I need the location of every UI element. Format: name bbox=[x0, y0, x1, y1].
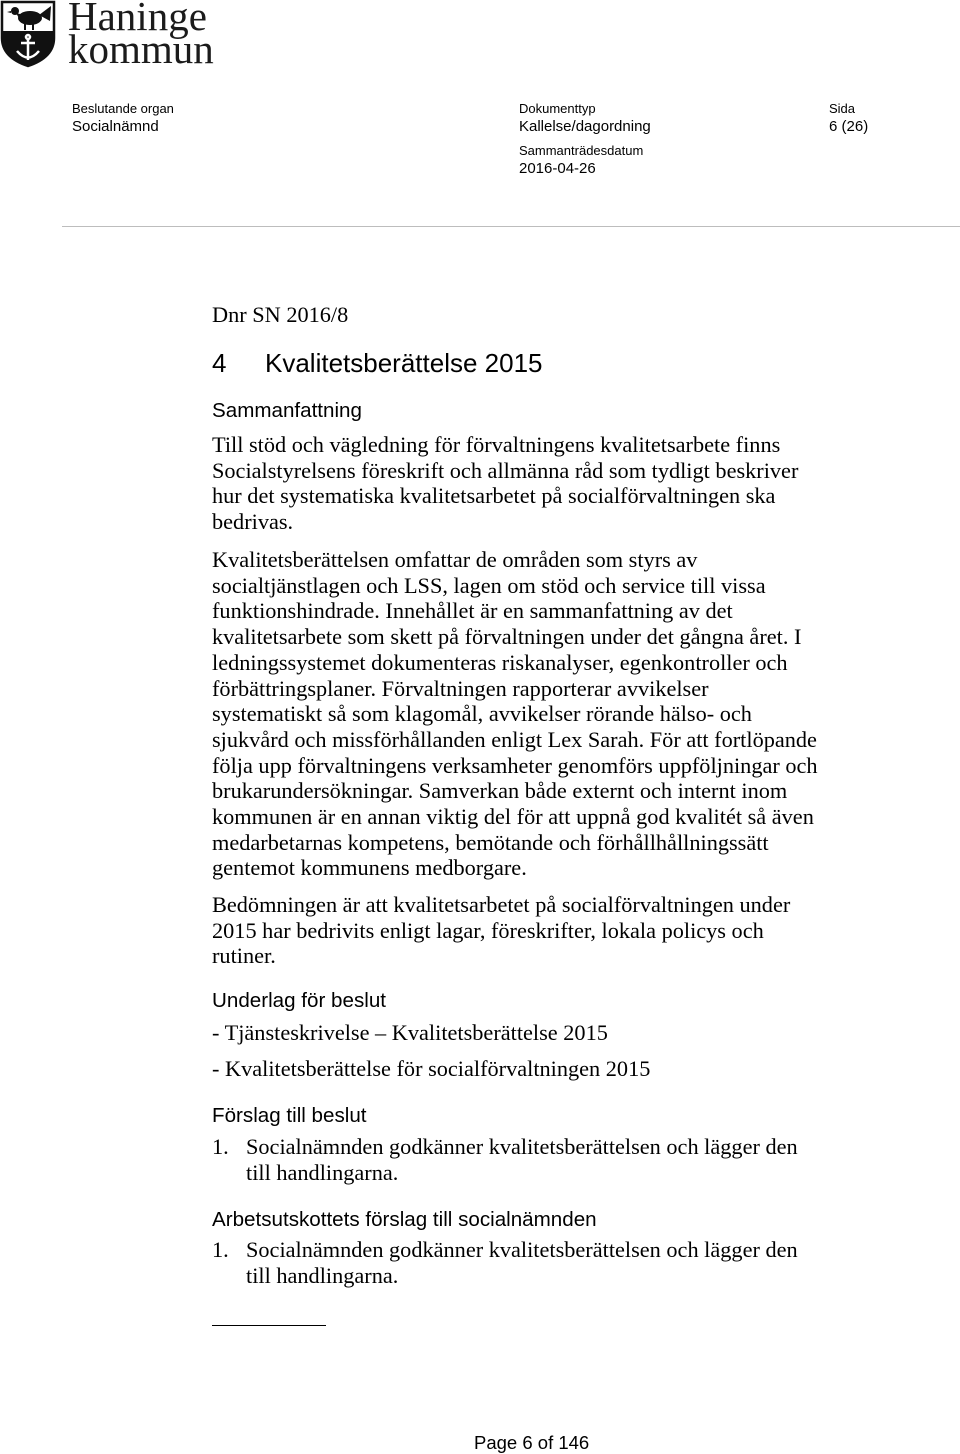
decision-body-value: Socialnämnd bbox=[72, 118, 159, 135]
text-line: brukarundersökningar. Samverkan både externt och internt inom bbox=[212, 778, 788, 804]
item-number: 4 bbox=[212, 348, 227, 378]
document-type-label: Dokumenttyp bbox=[519, 101, 596, 116]
list-number: 1. bbox=[212, 1134, 229, 1159]
document-type-value: Kallelse/dagordning bbox=[519, 118, 651, 135]
text-line: till handlingarna. bbox=[246, 1159, 399, 1185]
text-line: rutiner. bbox=[212, 943, 276, 969]
text-line: följa upp förvaltningens verksamheter genomförs uppföljningar och bbox=[212, 752, 818, 778]
header-divider bbox=[62, 226, 960, 227]
decision-body-label: Beslutande organ bbox=[72, 101, 174, 116]
summary-heading: Sammanfattning bbox=[212, 399, 362, 422]
text-line: sjukvård och missförhållanden enligt Lex Sarah. För att fortlöpande bbox=[212, 726, 817, 752]
text-line: Kvalitetsberättelsen omfattar de områden som styrs av bbox=[212, 547, 698, 572]
meeting-date-value: 2016-04-26 bbox=[519, 160, 596, 177]
text-line: gentemot kommunens medborgare. bbox=[212, 855, 527, 881]
text-line: Socialnämnden godkänner kvalitetsberättelsen och lägger den bbox=[246, 1237, 798, 1262]
page-label: Sida bbox=[829, 101, 856, 116]
summary-paragraph-3 bbox=[212, 892, 790, 969]
summary-paragraph-2 bbox=[212, 547, 818, 881]
text-line: kommunen är en annan viktig del för att uppnå god kvalitét så även bbox=[212, 804, 814, 830]
coat-of-arms-icon bbox=[0, 0, 56, 68]
text-line: kvalitetsarbete som skett på förvaltningen under det gångna året. I bbox=[212, 624, 802, 650]
proposal-list-item bbox=[212, 1134, 798, 1185]
text-line: medarbetarnas kompetens, bemötande och förhållhållningssätt bbox=[212, 829, 769, 855]
basis-item: - Tjänsteskrivelse – Kvalitetsberättelse 2015 bbox=[212, 1020, 608, 1045]
text-line: förbättringsplaner. Förvaltningen rapporterar avvikelser bbox=[212, 675, 709, 701]
section-end-divider bbox=[212, 1325, 326, 1326]
text-line: Socialstyrelsens föreskrift och allmänna råd som tydligt beskriver bbox=[212, 457, 799, 483]
text-line: hur det systematiska kvalitetsarbetet på socialförvaltningen ska bbox=[212, 483, 776, 509]
page-footer: Page 6 of 146 bbox=[474, 1432, 590, 1453]
page-value: 6 (26) bbox=[829, 118, 869, 135]
basis-heading: Underlag för beslut bbox=[212, 989, 387, 1012]
text-line: Socialnämnden godkänner kvalitetsberättelsen och lägger den bbox=[246, 1134, 798, 1159]
list-number: 1. bbox=[212, 1237, 229, 1262]
text-line: Bedömningen är att kvalitetsarbetet på socialförvaltningen under bbox=[212, 892, 791, 917]
meeting-date-label: Sammanträdesdatum bbox=[519, 143, 644, 158]
case-number: Dnr SN 2016/8 bbox=[212, 302, 349, 327]
text-line: socialtjänstlagen och LSS, lagen om stöd och service till vissa bbox=[212, 572, 766, 598]
logo-name-line-1: Haninge bbox=[68, 0, 207, 39]
logo-wordmark bbox=[68, 0, 214, 72]
text-line: bedrivas. bbox=[212, 509, 294, 535]
text-line: funktionshindrade. Innehållet är en sammanfattning av det bbox=[212, 598, 733, 624]
summary-paragraph-1 bbox=[212, 432, 798, 535]
proposal-heading: Förslag till beslut bbox=[212, 1104, 367, 1127]
logo-name-line-2: kommun bbox=[68, 26, 214, 72]
committee-list-item bbox=[212, 1237, 798, 1288]
text-line: ledningssystemet dokumenteras riskanalyser, egenkontroller och bbox=[212, 649, 788, 675]
item-title: Kvalitetsberättelse 2015 bbox=[265, 348, 543, 378]
basis-item: - Kvalitetsberättelse för socialförvaltningen 2015 bbox=[212, 1056, 651, 1081]
text-line: 2015 har bedrivits enligt lagar, föreskrifter, lokala policys och bbox=[212, 917, 764, 943]
text-line: till handlingarna. bbox=[246, 1262, 399, 1288]
text-line: Till stöd och vägledning för förvaltningens kvalitetsarbete finns bbox=[212, 432, 781, 457]
committee-proposal-heading: Arbetsutskottets förslag till socialnämnden bbox=[212, 1208, 597, 1231]
text-line: systematiskt så som klagomål, avvikelser rörande hälso- och bbox=[212, 701, 752, 727]
